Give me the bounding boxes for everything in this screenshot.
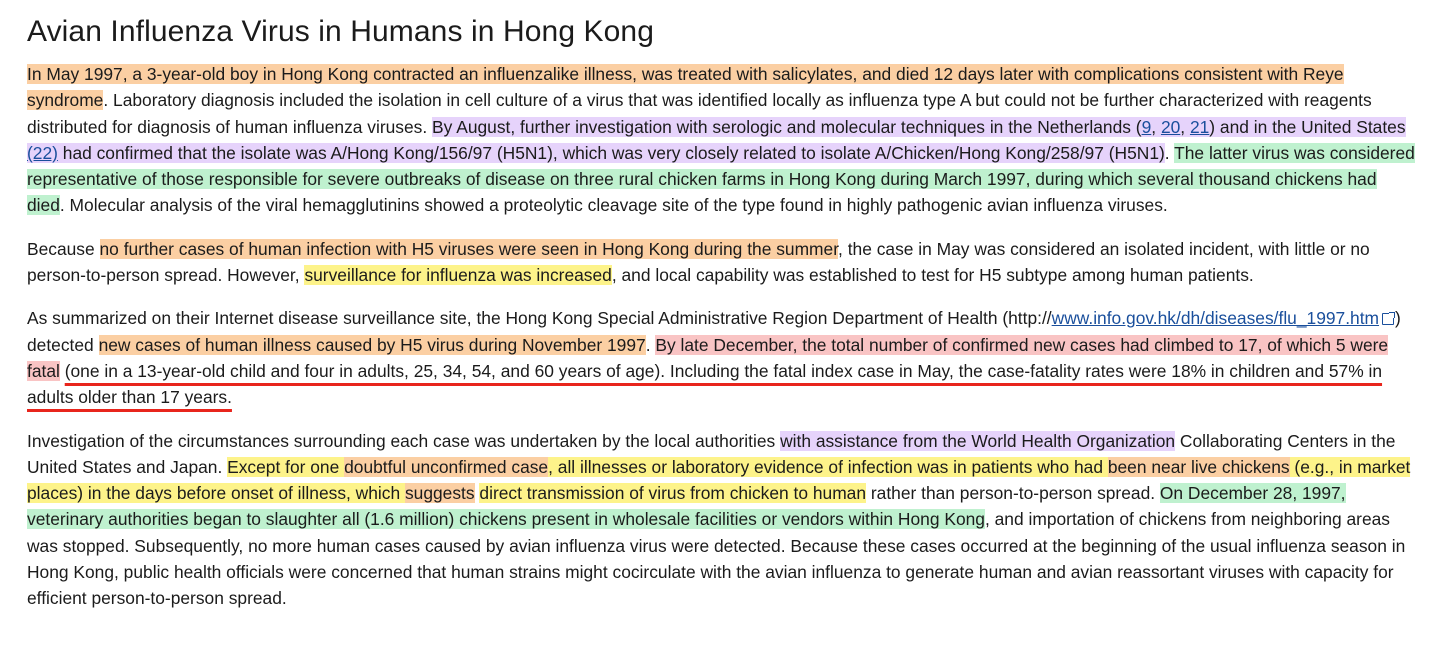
reference-link-21[interactable]: 21 (1189, 116, 1210, 137)
text-span: . Molecular analysis of the viral hemagglutinins showed a proteolytic cleavage site of the type found in highly pathogenic avian influenza viruses. (59, 195, 1168, 216)
highlight-orange: been near live chickens (1107, 456, 1290, 477)
highlight-orange: In May 1997, a 3-year-old boy in Hong Kong contracted an influenzalike illness, was treated with salicylates, and died 12 days later with complications consistent with Reye syndrome (27, 64, 1344, 111)
text-span: . Laboratory diagnosis included the isolation in cell culture of a virus that was identified locally as influenza type A but could not be further characterized with reagents distributed for diagnosis of human influenza viruses. (27, 90, 1372, 137)
page-title: Avian Influenza Virus in Humans in Hong Kong (27, 15, 655, 48)
paragraph-2 (27, 236, 1419, 289)
text-span: By August, further investigation with serologic and molecular techniques in the Netherlands ( (432, 116, 1142, 137)
paragraph-4 (27, 428, 1419, 612)
highlight-yellow: Except for one (227, 456, 345, 477)
highlight-green: The latter virus was considered representative of those responsible for severe outbreaks of disease on three rural chicken farms in Hong Kong during March 1997, during which several thousand chickens had died (27, 142, 1415, 216)
highlight-orange: new cases of human illness caused by H5 virus during November 1997 (98, 334, 646, 355)
text-span: , the case in May was considered an isolated incident, with little or no person-to-person spread. However, (27, 238, 1370, 286)
highlight-yellow: (e.g., in market places) in the days before onset of illness, which (27, 456, 1411, 504)
highlight-orange: no further cases of human infection with H5 viruses were seen in Hong Kong during the summer (99, 238, 839, 259)
text-span: ) detected (27, 308, 1401, 355)
highlight-green: On December 28, 1997, veterinary authorities began to slaughter all (1.6 million) chickens present in wholesale facilities or vendors within Hong Kong (27, 483, 1346, 530)
text-span: Because (27, 238, 100, 259)
red-underline-annotation: (one in a 13-year-old child and four in adults, 25, 34, 54, and 60 years of age). Including the fatal index case in May, the case-fatality rates were 18% in children and 57% in adults older than 17 years. (27, 360, 1383, 408)
text-span: Collaborating Centers in the United States and Japan. (27, 430, 1396, 477)
text-span: . (645, 334, 656, 355)
highlight-red: By late December, the total number of confirmed new cases had climbed to 17, of which 5 were fatal (27, 334, 1389, 381)
highlight-purple: with assistance from the World Health Organization (780, 430, 1176, 451)
reference-link-20[interactable]: 20 (1160, 116, 1181, 137)
external-link-icon[interactable] (1382, 313, 1394, 325)
highlight-orange: suggests (404, 483, 475, 504)
highlight-yellow: direct transmission of virus from chicken to human (479, 483, 867, 504)
text-span: As summarized on their Internet disease surveillance site, the Hong Kong Special Administrative Region Department of Health (http:// (27, 308, 1052, 329)
text-span: , (1151, 116, 1161, 137)
text-span: had confirmed that the isolate was A/Hong Kong/156/97 (H5N1), which was very closely related to isolate A/Chicken/Hong Kong/258/97 (H5N1) (57, 142, 1165, 163)
text-span: Investigation of the circumstances surrounding each case was undertaken by the local authorities (27, 430, 781, 451)
text-span: , and importation of chickens from neighboring areas was stopped. Subsequently, no more human cases caused by avian influenza virus were detected. Because these cases occurred at the beginning of the usual influenza season in Hong Kong, public health officials were concerned that human strains might cocirculate with the avian influenza to generate human and avian reassortant viruses with capacity for efficient person-to-person spread. (27, 509, 1406, 609)
highlight-orange: doubtful unconfirmed case (344, 456, 549, 477)
paragraph-1 (27, 61, 1419, 219)
text-span: ) and in the United States (1209, 116, 1406, 137)
text-span: rather than person-to-person spread. (866, 483, 1160, 504)
text-span: . (1164, 142, 1175, 163)
article (27, 12, 1419, 629)
reference-link-9[interactable]: 9 (1141, 116, 1152, 137)
paragraph-3 (27, 305, 1419, 410)
text-span: , and local capability was established to test for H5 subtype among human patients. (611, 265, 1254, 286)
highlight-yellow: , all illnesses or laboratory evidence of infection was in patients who had (548, 456, 1108, 477)
reference-link-22[interactable]: (22) (27, 142, 58, 163)
highlight-yellow: surveillance for influenza was increased (304, 265, 612, 286)
health-department-link[interactable]: www.info.gov.hk/dh/diseases/flu_1997.htm (1051, 308, 1380, 329)
text-span: , (1180, 116, 1190, 137)
